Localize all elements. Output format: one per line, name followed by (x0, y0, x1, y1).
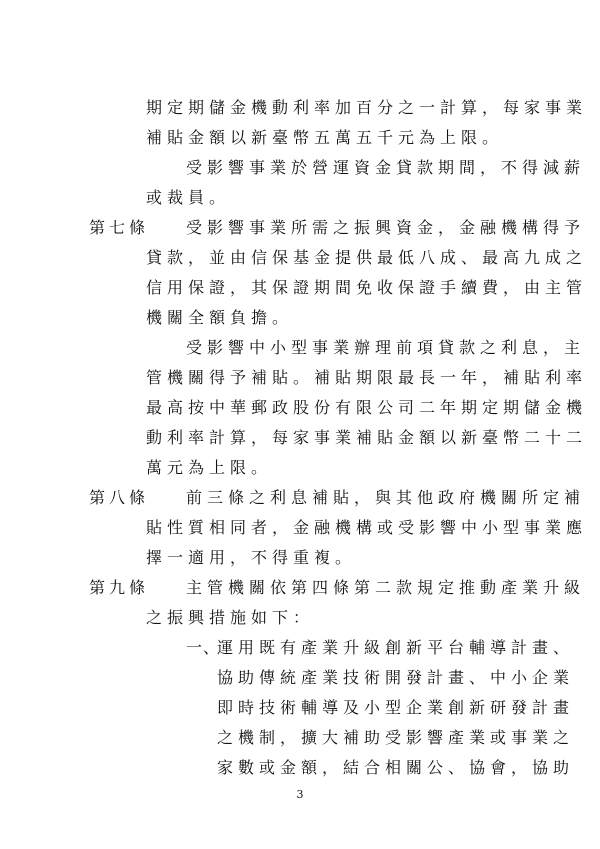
paragraph-line: 機關全額負擔。 (146, 308, 294, 327)
page-number: 3 (296, 788, 304, 801)
paragraph-line: 萬元為上限。 (146, 458, 273, 477)
item-line: 之機制，擴大補助受影響產業或事業之 (217, 728, 575, 747)
paragraph-line: 貼性質相同者，金融機構或受影響中小型事業應 (146, 518, 588, 537)
paragraph-line: 補貼金額以新臺幣五萬五千元為上限。 (146, 128, 504, 147)
article-label: 第九條 (89, 578, 150, 597)
paragraph-line: 擇一適用，不得重複。 (146, 548, 357, 567)
paragraph-line: 信用保證，其保證期間免收保證手續費，由主管 (146, 278, 588, 297)
paragraph-line: 之振興措施如下： (146, 608, 315, 627)
item-line: 家數或金額，結合相關公、協會，協助 (217, 758, 575, 777)
paragraph-line: 最高按中華郵政股份有限公司二年期定期儲金機 (146, 398, 588, 417)
article-label: 第七條 (89, 218, 150, 237)
paragraph-line: 期定期儲金機動利率加百分之一計算，每家事業 (146, 98, 588, 117)
paragraph-line: 管機關得予補貼。補貼期限最長一年，補貼利率 (146, 368, 588, 387)
item-marker: 一、 (186, 638, 221, 657)
paragraph-line: 貸款，並由信保基金提供最低八成、最高九成之 (146, 248, 588, 267)
paragraph-line: 受影響事業所需之振興資金，金融機構得予 (186, 218, 586, 237)
article-label: 第八條 (89, 488, 150, 507)
paragraph-line: 動利率計算，每家事業補貼金額以新臺幣二十二 (146, 428, 588, 447)
paragraph-line: 主管機關依第四條第二款規定推動產業升級 (186, 578, 586, 597)
paragraph-line: 受影響事業於營運資金貸款期間，不得減薪 (186, 158, 586, 177)
item-line: 運用既有產業升級創新平台輔導計畫、 (217, 638, 575, 657)
item-line: 協助傳統產業技術開發計畫、中小企業 (217, 668, 575, 687)
paragraph-line: 受影響中小型事業辦理前項貸款之利息，主 (186, 338, 586, 357)
paragraph-line: 前三條之利息補貼，與其他政府機關所定補 (186, 488, 586, 507)
item-line: 即時技術輔導及小型企業創新研發計畫 (217, 698, 575, 717)
paragraph-line: 或裁員。 (146, 188, 231, 207)
